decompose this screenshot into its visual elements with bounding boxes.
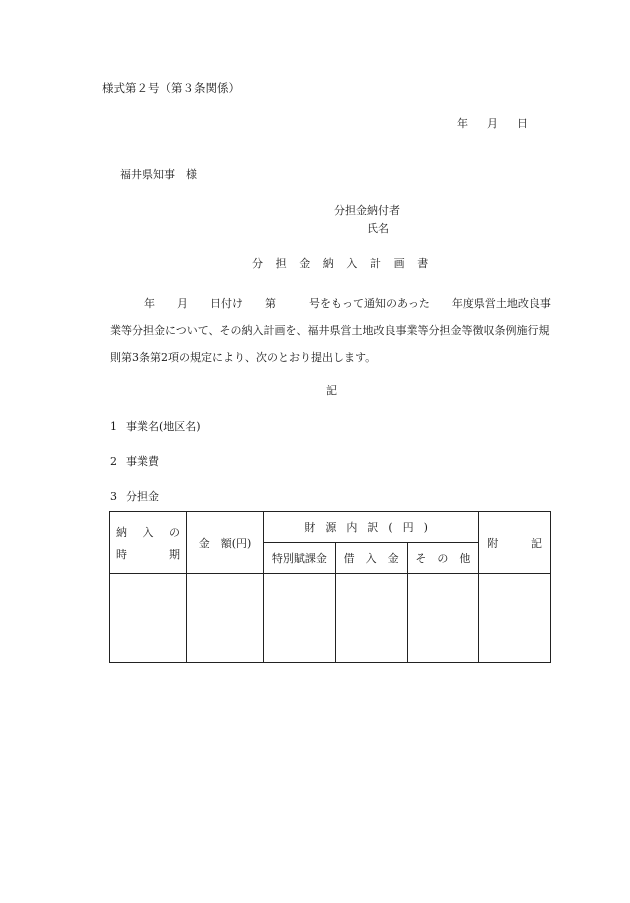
document-title: 分担金納入計画書 bbox=[252, 257, 441, 270]
item-number: 3 bbox=[110, 490, 117, 503]
payment-plan-table bbox=[109, 511, 551, 663]
header-borrowing: 借 入 金 bbox=[335, 543, 407, 574]
cell-special-levy[interactable] bbox=[264, 574, 336, 663]
item-share bbox=[110, 488, 159, 504]
date-year: 年 bbox=[457, 117, 468, 130]
note-char: 記 bbox=[531, 536, 542, 550]
item-project-cost bbox=[110, 453, 159, 469]
item-label: 事業費 bbox=[126, 455, 159, 468]
body-line-3: 則第3条第2項の規定により、次のとおり提出します。 bbox=[110, 351, 377, 364]
item-number: 2 bbox=[110, 455, 117, 468]
date-line bbox=[457, 115, 528, 131]
header-other: そ の 他 bbox=[407, 543, 479, 574]
item-project-name bbox=[110, 418, 201, 434]
name-label: 氏名 bbox=[367, 222, 389, 235]
cell-borrowing[interactable] bbox=[335, 574, 407, 663]
timing-char: 時 bbox=[116, 547, 127, 561]
cell-amount[interactable] bbox=[187, 574, 264, 663]
timing-char: の bbox=[169, 525, 180, 539]
timing-char: 入 bbox=[142, 525, 154, 539]
header-amount: 金 額(円) bbox=[187, 512, 264, 574]
form-number: 様式第２号（第３条関係） bbox=[102, 81, 240, 95]
body-line-1: 年 月 日付け 第 号をもって通知のあった 年度県営土地改良事 bbox=[144, 297, 551, 310]
header-special-levy: 特別賦課金 bbox=[264, 543, 336, 574]
item-label: 事業名(地区名) bbox=[126, 420, 201, 433]
header-note bbox=[479, 512, 551, 574]
date-day: 日 bbox=[517, 117, 528, 130]
ki-heading: 記 bbox=[326, 384, 337, 397]
payer-label: 分担金納付者 bbox=[334, 204, 400, 217]
cell-timing[interactable] bbox=[110, 574, 187, 663]
timing-char: 納 bbox=[116, 525, 127, 539]
timing-char: 期 bbox=[169, 547, 180, 561]
item-number: 1 bbox=[110, 420, 117, 433]
addressee: 福井県知事 様 bbox=[120, 168, 197, 181]
date-month: 月 bbox=[487, 117, 498, 130]
cell-other[interactable] bbox=[407, 574, 479, 663]
body-paragraph bbox=[110, 290, 562, 371]
item-label: 分担金 bbox=[126, 490, 159, 503]
body-line-2: 業等分担金について、その納入計画を、福井県営土地改良事業等分担金等徴収条例施行規 bbox=[110, 324, 550, 337]
note-char: 附 bbox=[487, 536, 499, 550]
table-row bbox=[110, 574, 551, 663]
header-payment-timing bbox=[110, 512, 187, 574]
header-funding-breakdown: 財源内訳(円) bbox=[264, 512, 479, 543]
cell-note[interactable] bbox=[479, 574, 551, 663]
